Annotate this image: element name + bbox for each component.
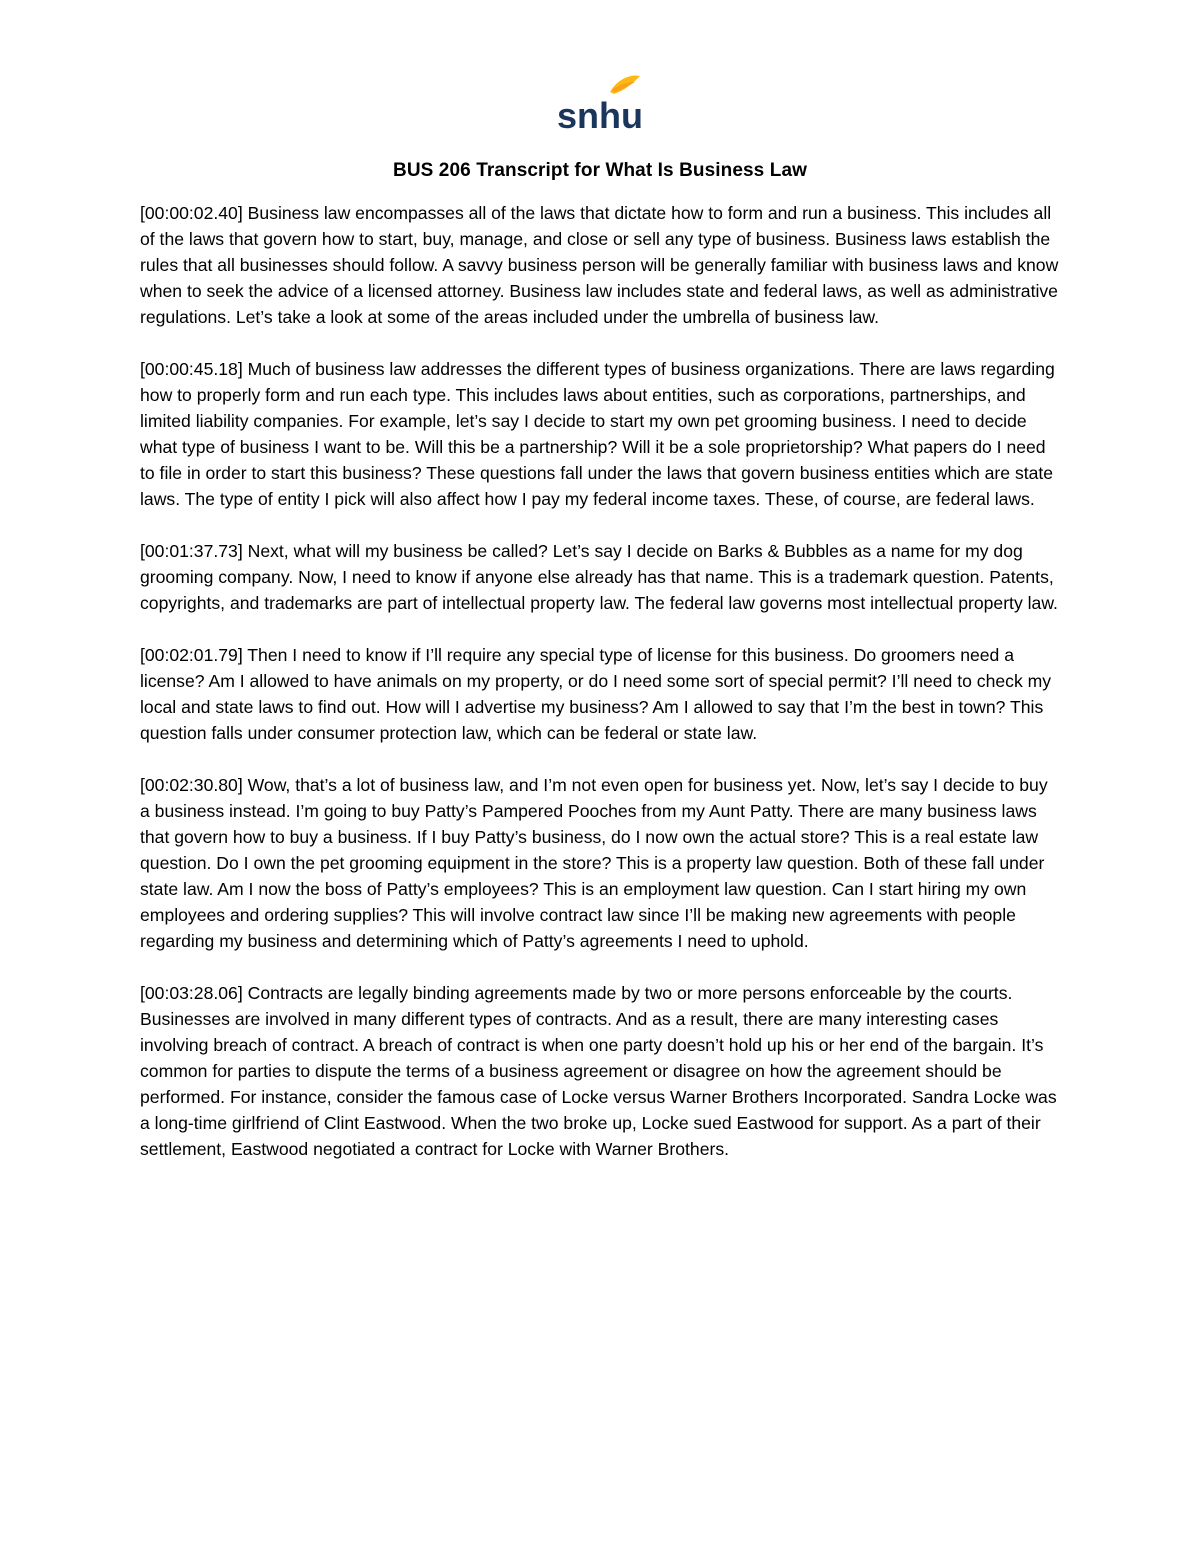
timestamp: [00:03:28.06]: [140, 983, 243, 1003]
timestamp: [00:00:45.18]: [140, 359, 243, 379]
timestamp: [00:01:37.73]: [140, 541, 243, 561]
transcript-body: [140, 200, 1060, 1162]
paragraph-text: Much of business law addresses the different types of business organizations. There are laws regarding how to properly form and run each type. This includes laws about entities, such as corporations, partnerships, and limited liability companies. For example, let’s say I decide to start my own pet grooming business. I need to decide what type of business I want to be. Will this be a partnership? Will it be a sole proprietorship? What papers do I need to file in order to start this business? These questions fall under the laws that govern business entities which are state laws. The type of entity I pick will also affect how I pay my federal income taxes. These, of course, are federal laws.: [140, 359, 1055, 509]
timestamp: [00:02:30.80]: [140, 775, 243, 795]
logo-wordmark: snhu: [557, 95, 643, 136]
transcript-paragraph: [140, 356, 1060, 512]
paragraph-text: Next, what will my business be called? Let’s say I decide on Barks & Bubbles as a name for my dog grooming company. Now, I need to know if anyone else already has that name. This is a trademark question. Patents, copyrights, and trademarks are part of intellectual property law. The federal law governs most intellectual property law.: [140, 541, 1058, 613]
timestamp: [00:02:01.79]: [140, 645, 243, 665]
transcript-paragraph: [140, 538, 1060, 616]
timestamp: [00:00:02.40]: [140, 203, 243, 223]
transcript-paragraph: [140, 980, 1060, 1162]
snhu-logo: [540, 70, 660, 140]
transcript-paragraph: [140, 200, 1060, 330]
transcript-paragraph: [140, 772, 1060, 954]
paragraph-text: Business law encompasses all of the laws that dictate how to form and run a business. This includes all of the laws that govern how to start, buy, manage, and close or sell any type of business. Business laws establish the rules that all businesses should follow. A savvy business person will be generally familiar with business laws and know when to seek the advice of a licensed attorney. Business law includes state and federal laws, as well as administrative regulations. Let’s take a look at some of the areas included under the umbrella of business law.: [140, 203, 1059, 327]
paragraph-text: Then I need to know if I’ll require any special type of license for this business. Do groomers need a license? Am I allowed to have animals on my property, or do I need some sort of special permit? I’ll need to check my local and state laws to find out. How will I advertise my business? Am I allowed to say that I’m the best in town? This question falls under consumer protection law, which can be federal or state law.: [140, 645, 1052, 743]
transcript-paragraph: [140, 642, 1060, 746]
paragraph-text: Wow, that’s a lot of business law, and I’m not even open for business yet. Now, let’s say I decide to buy a business instead. I’m going to buy Patty’s Pampered Pooches from my Aunt Patty. There are many business laws that govern how to buy a business. If I buy Patty’s business, do I now own the actual store? This is a real estate law question. Do I own the pet grooming equipment in the store? This is a property law question. Both of these fall under state law. Am I now the boss of Patty’s employees? This is an employment law question. Can I start hiring my own employees and ordering supplies? This will involve contract law since I’ll be making new agreements with people regarding my business and determining which of Patty’s agreements I need to uphold.: [140, 775, 1048, 951]
document-title: BUS 206 Transcript for What Is Business Law: [393, 160, 807, 181]
paragraph-text: Contracts are legally binding agreements made by two or more persons enforceable by the courts. Businesses are involved in many different types of contracts. And as a result, there are many interesting cases involving breach of contract. A breach of contract is when one party doesn’t hold up his or her end of the bargain. It’s common for parties to dispute the terms of a business agreement or disagree on how the agreement should be performed. For instance, consider the famous case of Locke versus Warner Brothers Incorporated. Sandra Locke was a long-time girlfriend of Clint Eastwood. When the two broke up, Locke sued Eastwood for support. As a part of their settlement, Eastwood negotiated a contract for Locke with Warner Brothers.: [140, 983, 1057, 1159]
